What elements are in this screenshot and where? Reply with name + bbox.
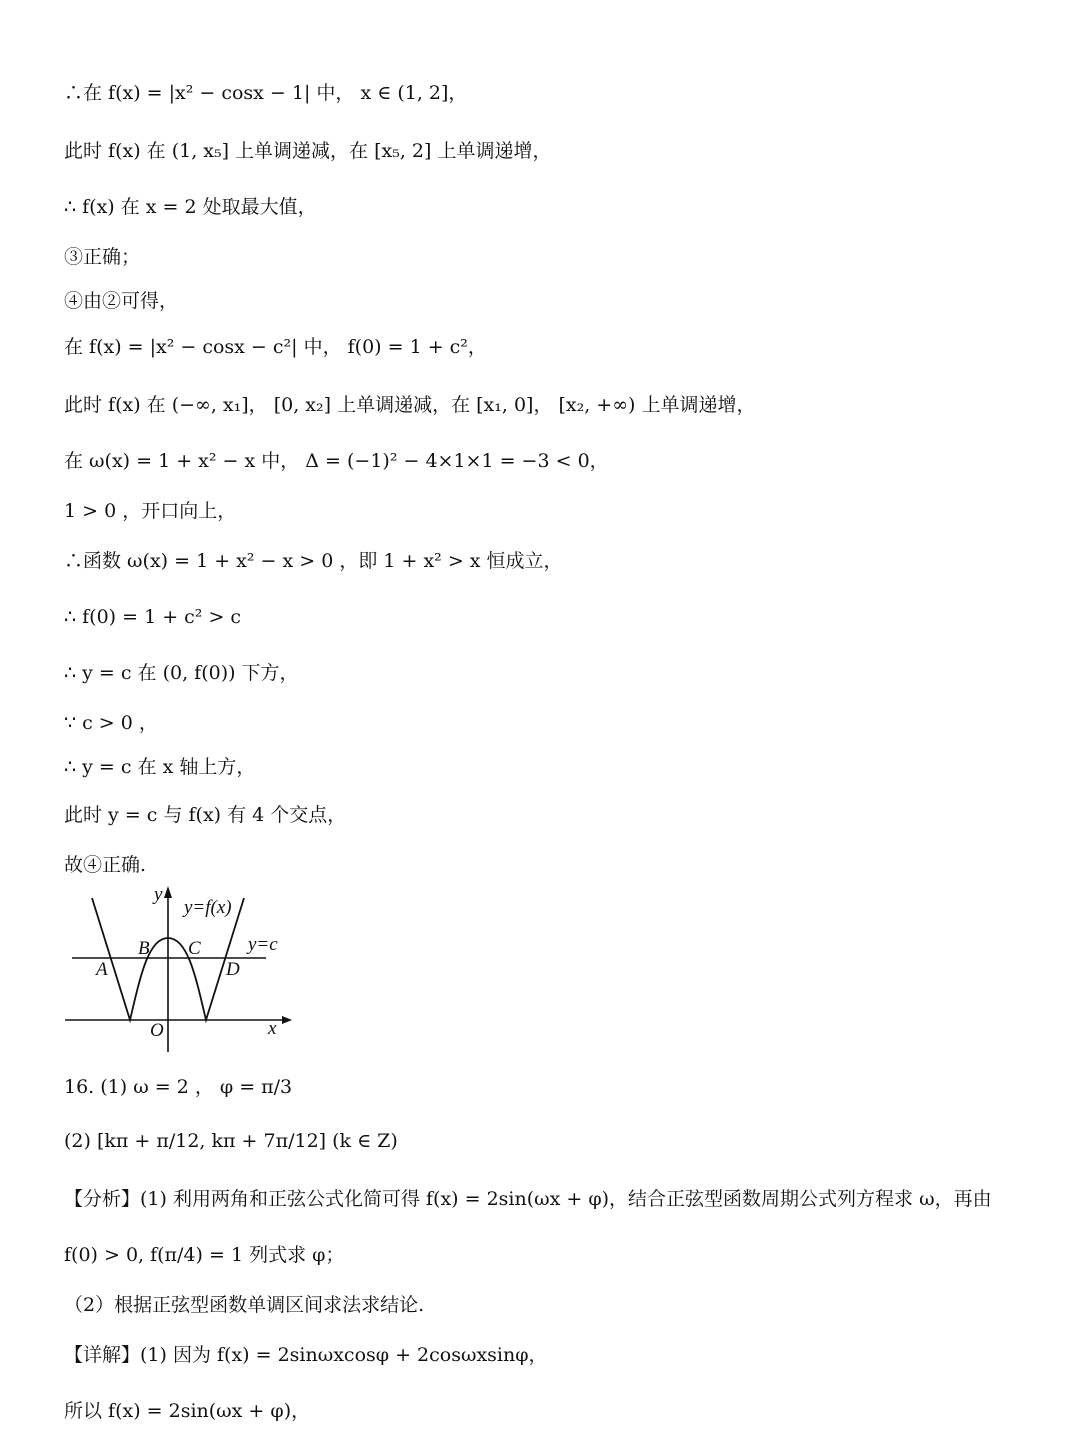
text-line: 故④正确. [64, 854, 147, 876]
detail-line: 所以 f(x) = 2sin(ωx + φ)， [64, 1400, 311, 1422]
y-axis-arrow-icon [164, 886, 172, 898]
text-line: 在 f(x) = |x² − cosx − c²| 中， f(0) = 1 + c²， [64, 336, 487, 358]
x-axis-arrow-icon [282, 1016, 292, 1024]
curve-label: y=f(x) [184, 897, 232, 918]
y-axis-label: y [154, 884, 163, 905]
text-line: ∴函数 ω(x) = 1 + x² − x > 0 ，即 1 + x² > x 恒成立， [64, 550, 563, 572]
analysis-line: （2）根据正弦型函数单调区间求法求结论. [64, 1294, 425, 1316]
analysis-line: f(0) > 0, f(π/4) = 1 列式求 φ； [64, 1244, 345, 1266]
text-line: ∴在 f(x) = |x² − cosx − 1| 中， x ∈ (1, 2]， [64, 82, 468, 104]
text-line: 此时 y = c 与 f(x) 有 4 个交点， [64, 804, 347, 826]
answer-line-1: 16. (1) ω = 2 ， φ = π/3 [64, 1076, 293, 1098]
origin-label: O [150, 1020, 164, 1041]
text-line: ③正确； [64, 246, 141, 268]
point-label-b: B [138, 938, 150, 959]
text-line: 在 ω(x) = 1 + x² − x 中， Δ = (−1)² − 4×1×1 = −3 < 0， [64, 450, 609, 472]
text-line: 1 > 0 ，开口向上， [64, 500, 237, 522]
text-line: ④由②可得， [64, 290, 179, 312]
detail-line: 【详解】(1) 因为 f(x) = 2sinωxcosφ + 2cosωxsinφ， [64, 1344, 548, 1366]
point-label-d: D [226, 959, 240, 980]
analysis-line: 【分析】(1) 利用两角和正弦公式化简可得 f(x) = 2sin(ωx + φ)，结合正弦型函数周期公式列方程求 ω，再由 [64, 1188, 992, 1210]
text-line: ∴ y = c 在 x 轴上方， [64, 756, 256, 778]
text-line: 此时 f(x) 在 (−∞, x₁]， [0, x₂] 上单调递减，在 [x₁, 0]， [x₂, +∞) 上单调递增， [64, 394, 756, 416]
line-label: y=c [248, 934, 278, 955]
x-axis-label: x [268, 1018, 277, 1039]
text-line: 此时 f(x) 在 (1, x₅] 上单调递减，在 [x₅, 2] 上单调递增， [64, 140, 552, 162]
text-line: ∵ c > 0 ， [64, 712, 158, 734]
text-line: ∴ y = c 在 (0, f(0)) 下方， [64, 662, 299, 684]
function-graph [60, 880, 300, 1060]
point-label-a: A [96, 959, 108, 980]
text-line: ∴ f(0) = 1 + c² > c [64, 606, 242, 628]
text-line: ∴ f(x) 在 x = 2 处取最大值， [64, 196, 317, 218]
answer-line-2: (2) [kπ + π/12, kπ + 7π/12] (k ∈ Z) [64, 1130, 398, 1152]
point-label-c: C [188, 938, 201, 959]
